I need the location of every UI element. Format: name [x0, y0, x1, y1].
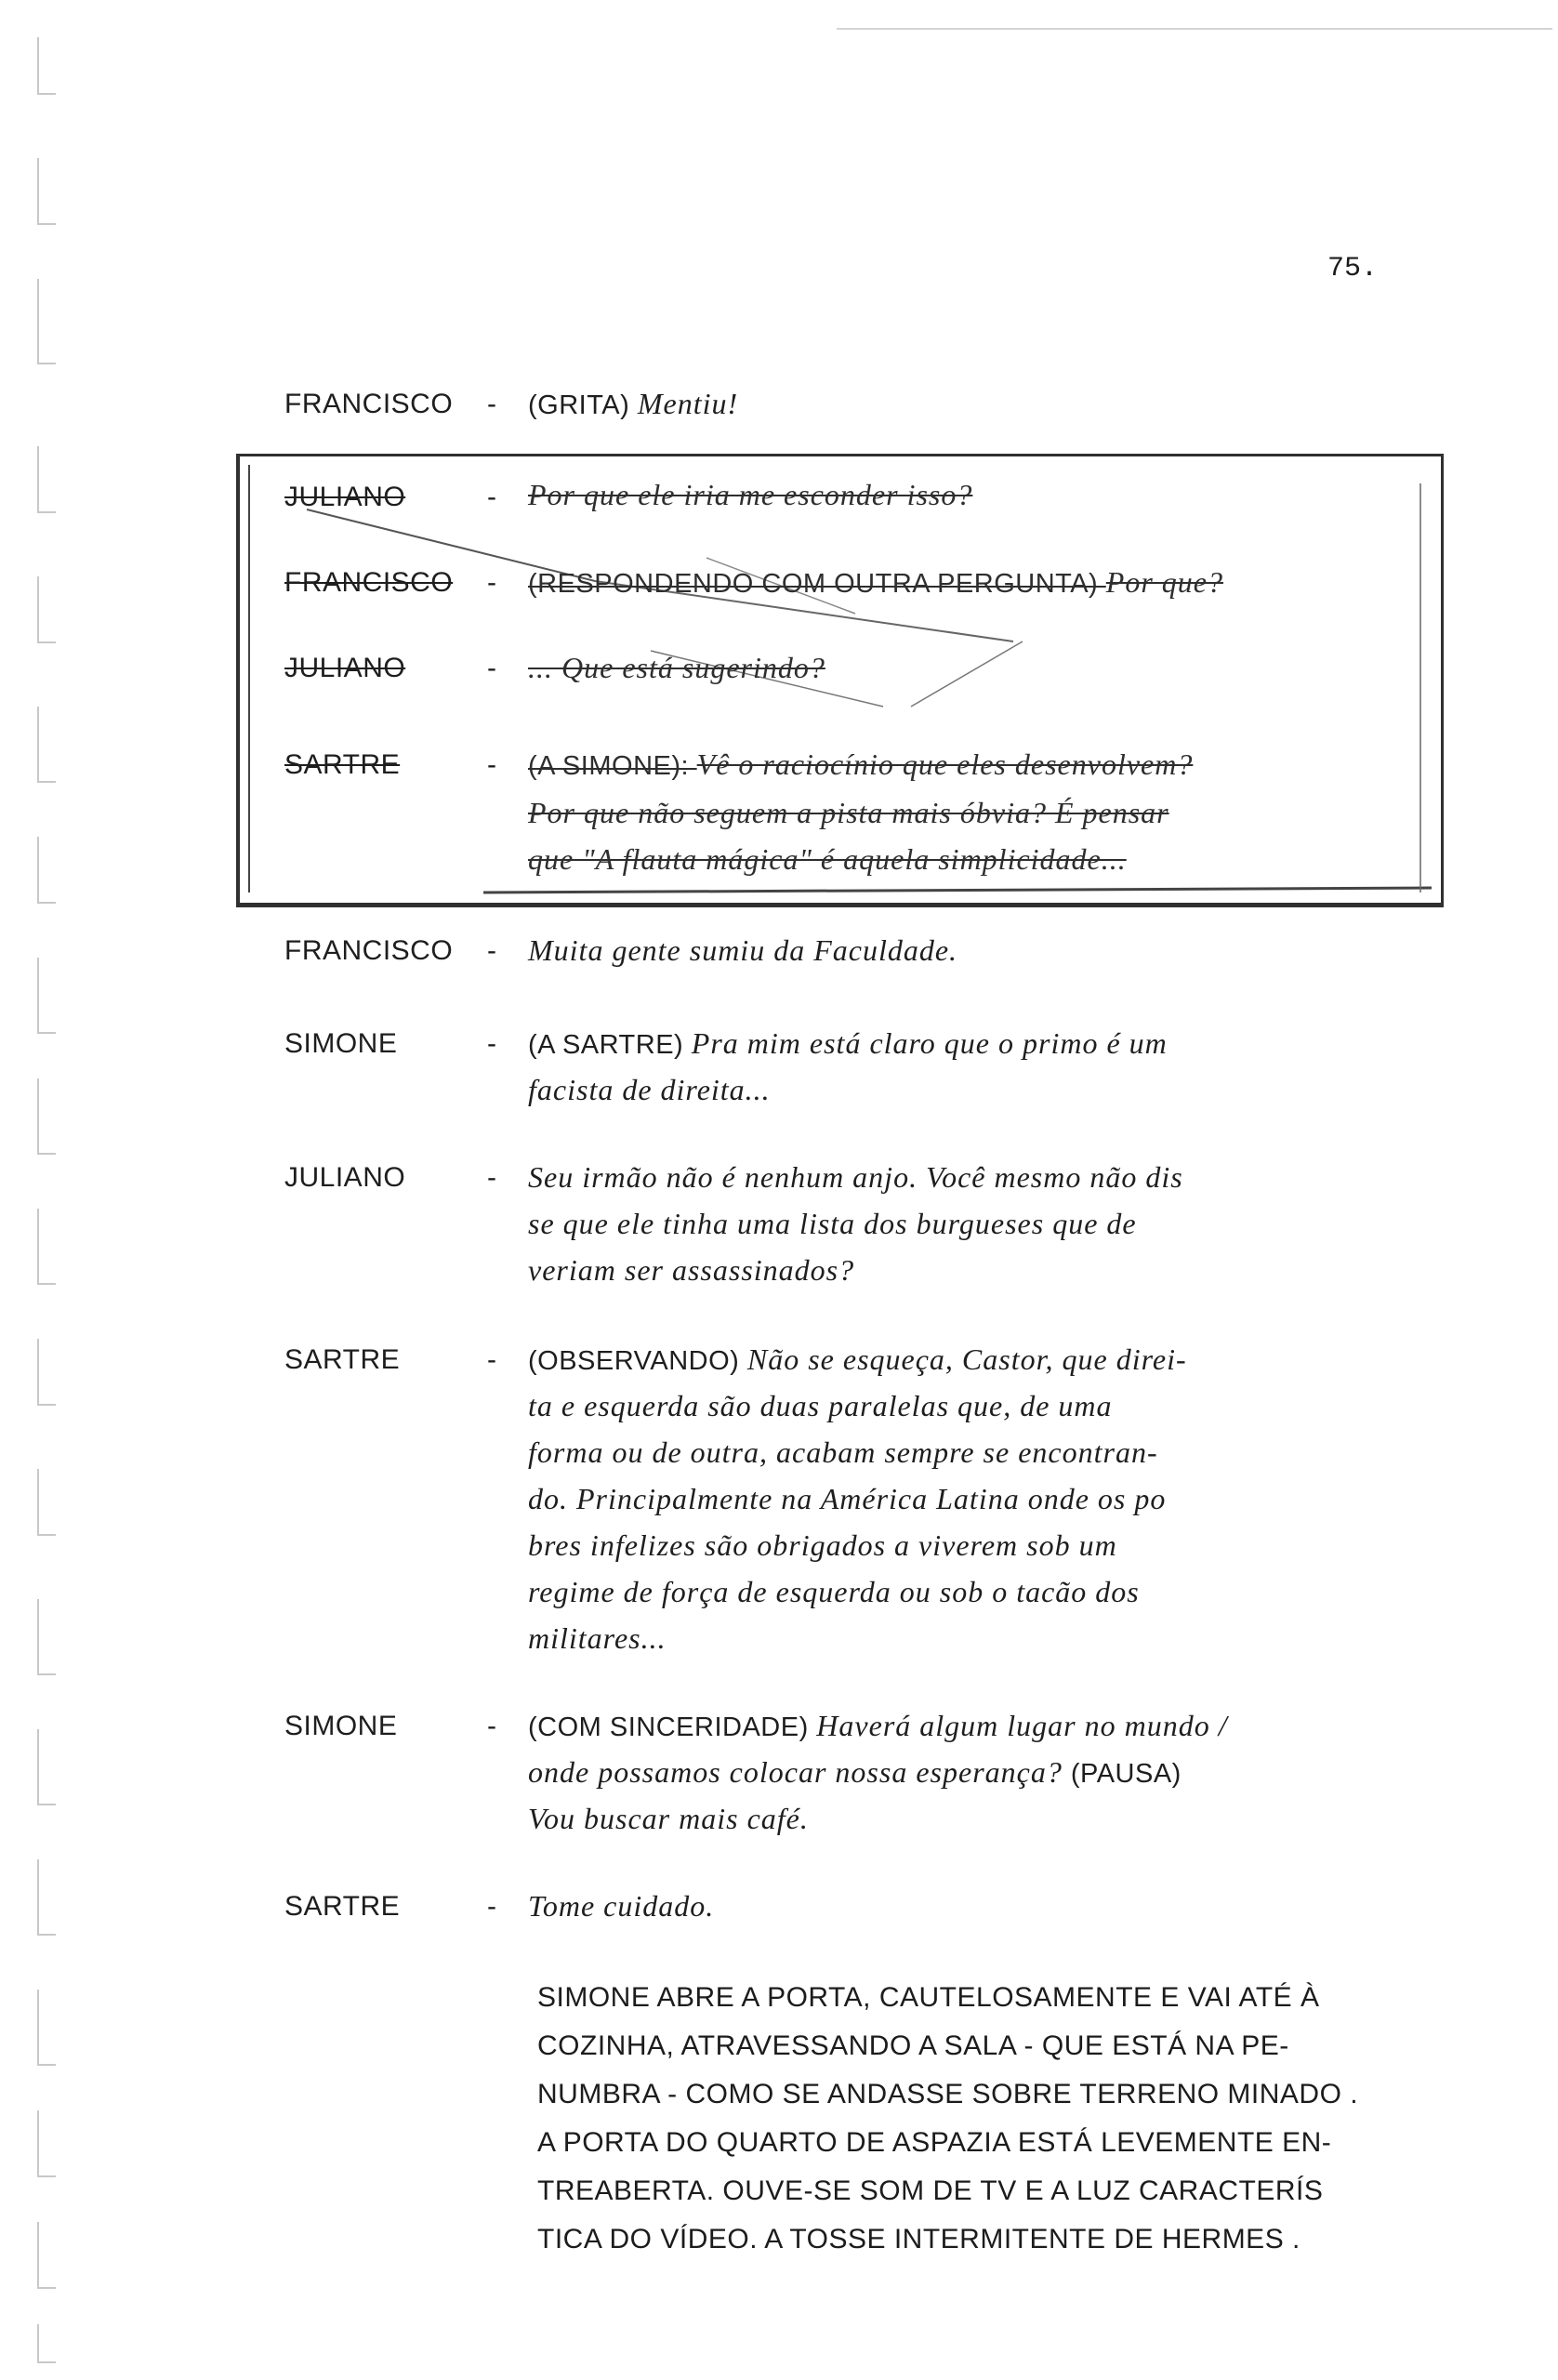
- speaker-name: SARTRE: [284, 1891, 401, 1922]
- spoken-text: ... Que está sugerindo?: [528, 651, 825, 684]
- spoken-text: Não se esqueça, Castor, que direi-: [746, 1342, 1187, 1376]
- stage-direction-line: NUMBRA - COMO SE ANDASSE SOBRE TERRENO MINADO .: [537, 2079, 1359, 2109]
- dialogue-line: [528, 1435, 1158, 1470]
- spoken-text: bres infelizes são obrigados a viverem sob um: [528, 1528, 1117, 1562]
- speaker-name: SARTRE: [284, 1344, 401, 1375]
- spoken-text: Vê o raciocínio que eles desenvolvem?: [696, 747, 1194, 781]
- dialogue-dash: -: [487, 935, 496, 966]
- struck-dialogue-line: [528, 565, 1223, 600]
- stage-direction-line: COZINHA, ATRAVESSANDO A SALA - QUE ESTÁ NA PE-: [537, 2030, 1289, 2061]
- struck-dialogue-line: [528, 651, 825, 685]
- stage-note: (A SIMONE):: [528, 751, 697, 781]
- stage-note: (COM SINCERIDADE): [528, 1712, 817, 1742]
- stage-note: (RESPONDENDO COM OUTRA PERGUNTA): [528, 569, 1106, 599]
- struck-dialogue-line: [528, 478, 972, 512]
- struck-dialogue-line: [528, 747, 1193, 782]
- speaker-name: JULIANO: [284, 482, 406, 512]
- dialogue-line: [528, 1073, 771, 1107]
- spoken-text: Pra mim está claro que o primo é um: [691, 1026, 1168, 1060]
- stage-direction-line: TREABERTA. OUVE-SE SOM DE TV E A LUZ CARACTERÍS: [537, 2175, 1324, 2206]
- spoken-text: que "A flauta mágica" é aquela simplicidade...: [528, 842, 1127, 876]
- dialogue-dash: -: [487, 389, 496, 419]
- spoken-text: Vou buscar mais café.: [528, 1802, 809, 1835]
- dialogue-dash: -: [487, 653, 496, 683]
- dialogue-dash: -: [487, 1162, 496, 1193]
- speaker-name: SIMONE: [284, 1711, 398, 1741]
- dialogue-line: [528, 933, 957, 968]
- dialogue-line: [528, 1528, 1117, 1563]
- speaker-name: JULIANO: [284, 1162, 406, 1193]
- spoken-text: ta e esquerda são duas paralelas que, de uma: [528, 1389, 1113, 1422]
- dialogue-line: [528, 1889, 714, 1924]
- spoken-text: Mentiu!: [637, 387, 739, 420]
- struck-dialogue-line: [528, 796, 1169, 830]
- dialogue-line: [528, 1389, 1113, 1423]
- spoken-text: Por que ele iria me esconder isso?: [528, 478, 973, 511]
- dialogue-line: [528, 1207, 1137, 1241]
- speaker-name: FRANCISCO: [284, 389, 454, 419]
- dialogue-line: [528, 1802, 809, 1836]
- spoken-text: onde possamos colocar nossa esperança?: [528, 1755, 1071, 1789]
- struck-dialogue-line: [528, 842, 1127, 877]
- spoken-text: Muita gente sumiu da Faculdade.: [528, 933, 958, 967]
- stage-direction-line: A PORTA DO QUARTO DE ASPAZIA ESTÁ LEVEMENTE EN-: [537, 2127, 1332, 2158]
- stage-direction-line: TICA DO VÍDEO. A TOSSE INTERMITENTE DE HERMES .: [537, 2224, 1301, 2254]
- speaker-name: SIMONE: [284, 1028, 398, 1059]
- stage-note: (GRITA): [528, 390, 638, 420]
- dialogue-line: [528, 1709, 1228, 1743]
- dialogue-line: [528, 1342, 1187, 1377]
- dialogue-line: [528, 1160, 1183, 1195]
- dialogue-dash: -: [487, 1344, 496, 1375]
- dialogue-dash: -: [487, 1891, 496, 1922]
- spoken-text: Seu irmão não é nenhum anjo. Você mesmo não dis: [528, 1160, 1183, 1194]
- dialogue-dash: -: [487, 482, 496, 512]
- spoken-text: veriam ser assassinados?: [528, 1253, 855, 1287]
- spoken-text: do. Principalmente na América Latina onde os po: [528, 1482, 1167, 1515]
- stage-note: (PAUSA): [1070, 1759, 1182, 1789]
- page-number: 75.: [1327, 253, 1379, 284]
- spoken-text: Tome cuidado.: [528, 1889, 715, 1923]
- dialogue-line: [528, 1755, 1182, 1790]
- speaker-name: JULIANO: [284, 653, 406, 683]
- stage-note: (A SARTRE): [528, 1030, 692, 1060]
- dialogue-dash: -: [487, 1711, 496, 1741]
- dialogue-dash: -: [487, 749, 496, 780]
- stage-note: (OBSERVANDO): [528, 1346, 747, 1376]
- spoken-text: Haverá algum lugar no mundo /: [816, 1709, 1228, 1742]
- dialogue-dash: -: [487, 567, 496, 598]
- dialogue-line: [528, 1482, 1166, 1516]
- stage-direction-line: SIMONE ABRE A PORTA, CAUTELOSAMENTE E VAI ATÉ À: [537, 1982, 1320, 2013]
- spoken-text: forma ou de outra, acabam sempre se encontran-: [528, 1435, 1158, 1469]
- speaker-name: FRANCISCO: [284, 567, 454, 598]
- speaker-name: SARTRE: [284, 749, 401, 780]
- spoken-text: militares...: [528, 1621, 667, 1655]
- dialogue-dash: -: [487, 1028, 496, 1059]
- spoken-text: facista de direita...: [528, 1073, 771, 1106]
- spoken-text: Por que?: [1105, 565, 1223, 599]
- speaker-name: FRANCISCO: [284, 935, 454, 966]
- dialogue-line: [528, 1621, 667, 1656]
- spoken-text: se que ele tinha uma lista dos burgueses que de: [528, 1207, 1137, 1240]
- spoken-text: regime de força de esquerda ou sob o tacão dos: [528, 1575, 1140, 1608]
- spoken-text: Por que não seguem a pista mais óbvia? É pensar: [528, 796, 1169, 829]
- dialogue-line: [528, 1026, 1168, 1061]
- dialogue-line: [528, 1575, 1140, 1609]
- dialogue-line: [528, 1253, 854, 1288]
